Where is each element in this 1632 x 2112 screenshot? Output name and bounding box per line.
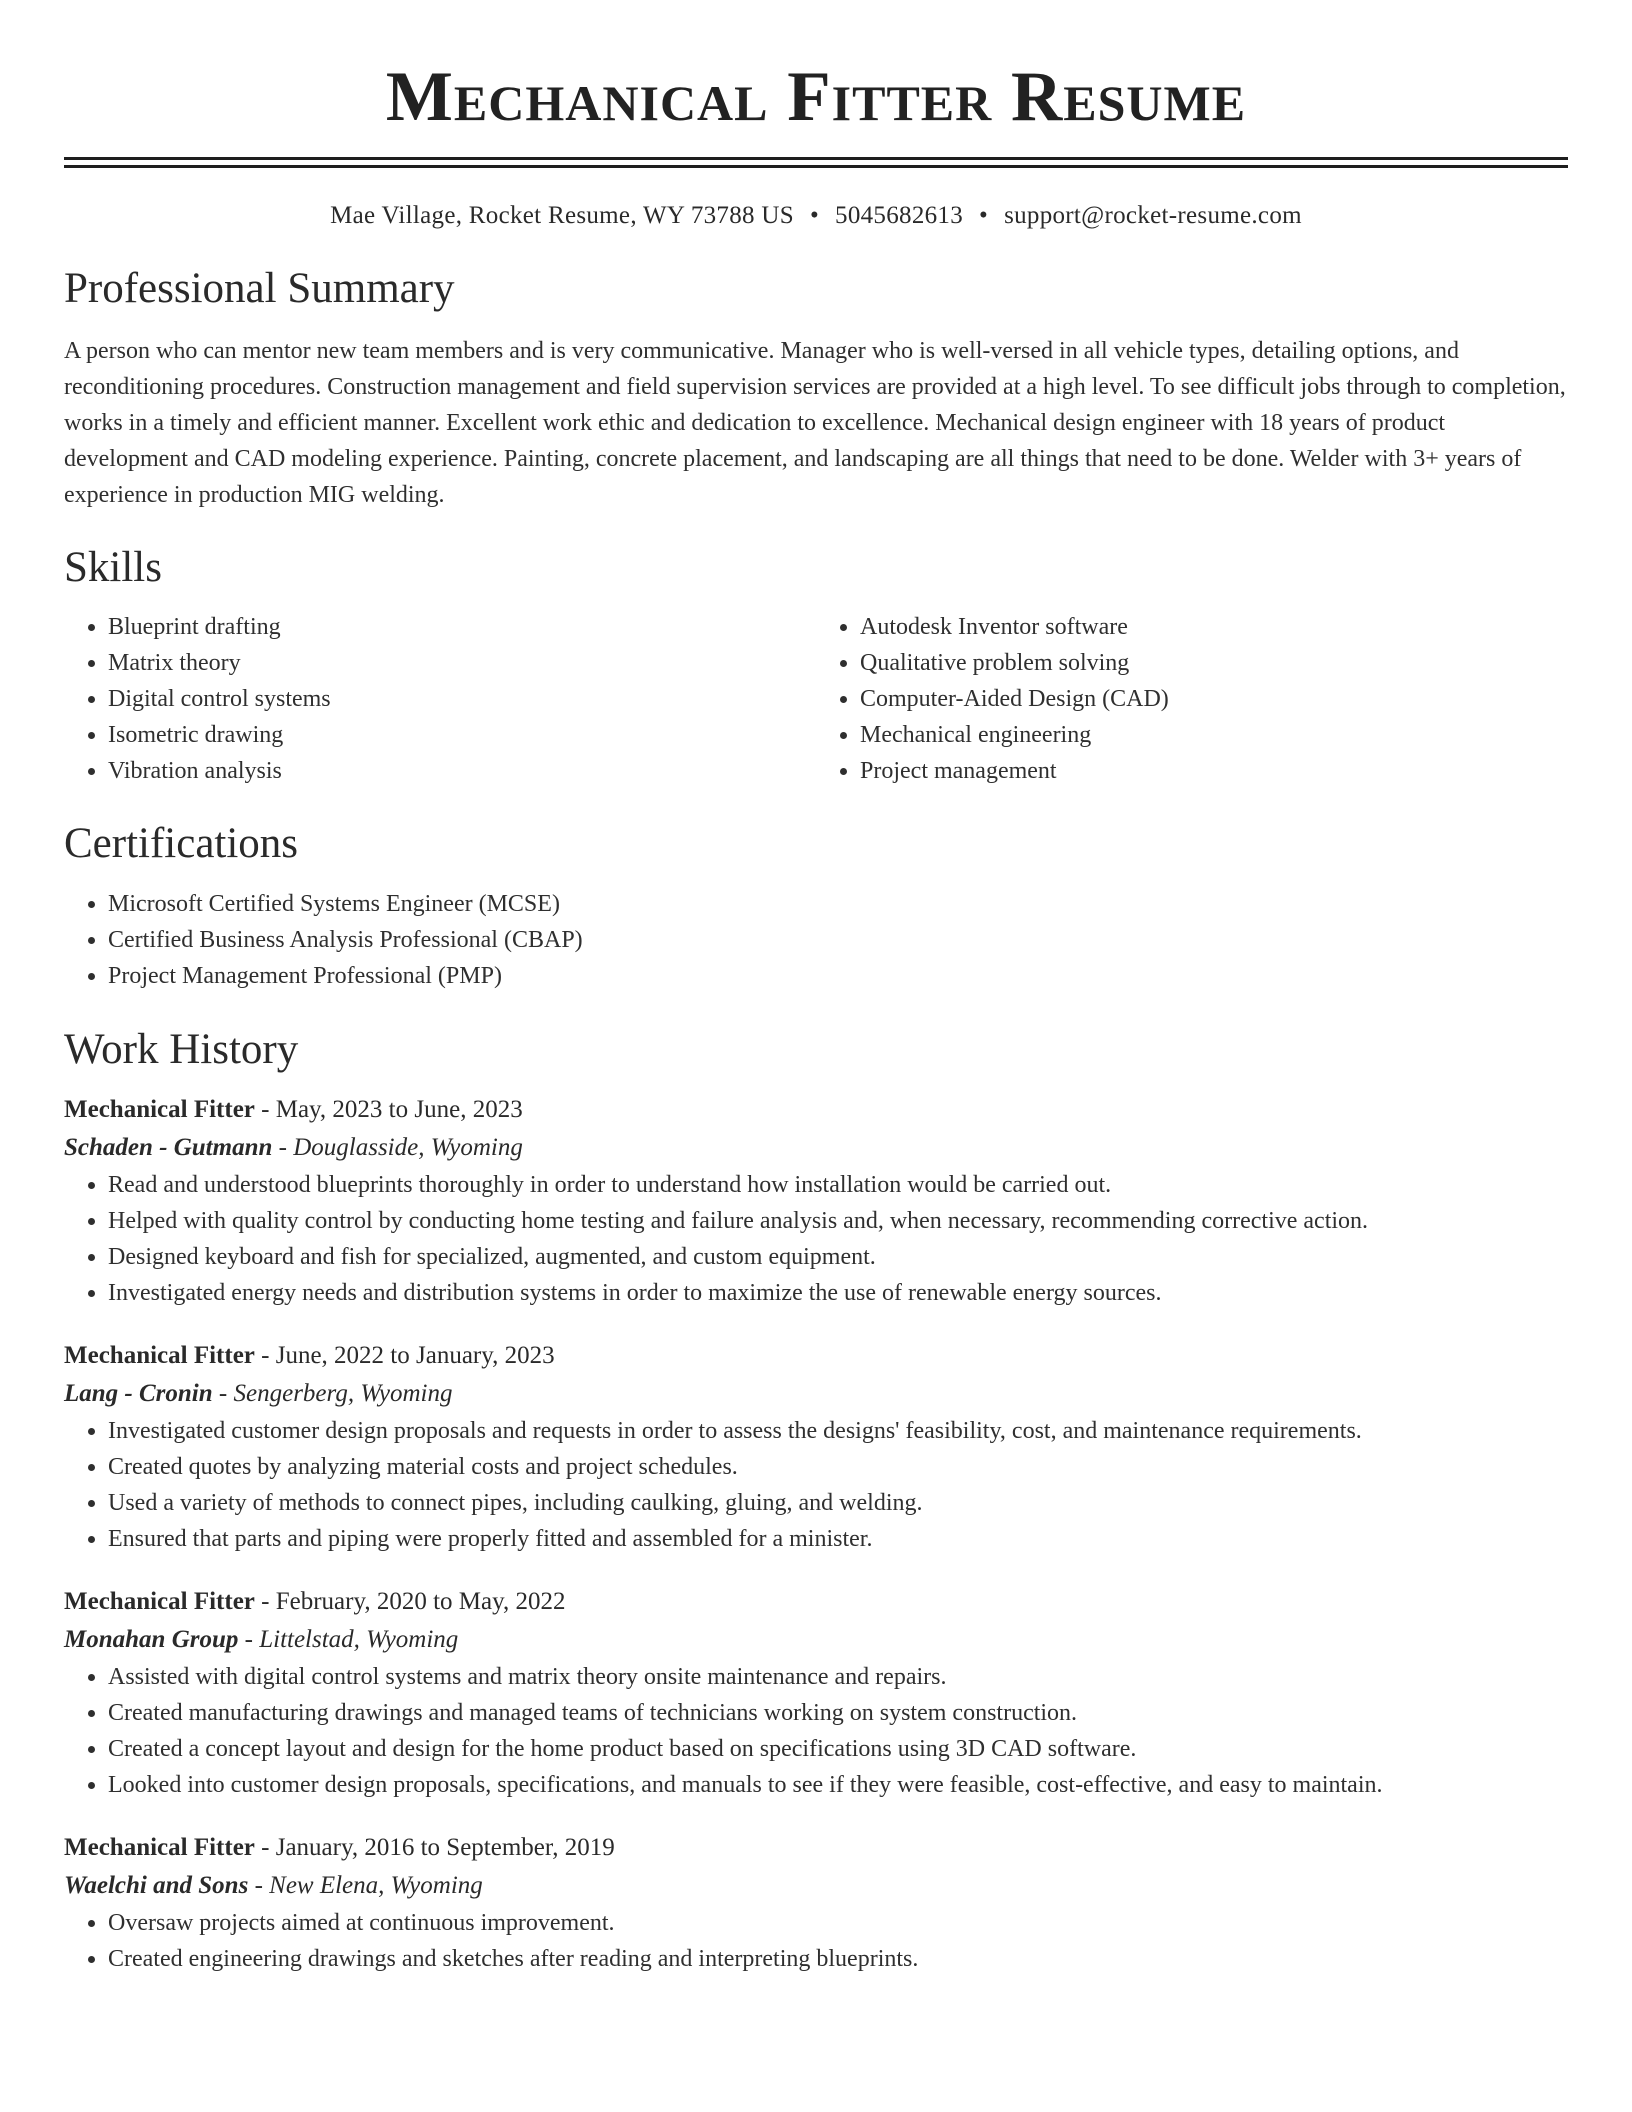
job-company-line bbox=[64, 1375, 1568, 1413]
skill-item: • Blueprint drafting bbox=[108, 609, 816, 645]
job-title: Mechanical Fitter bbox=[64, 1096, 255, 1124]
certifications-heading: Certifications bbox=[64, 820, 299, 868]
summary-section bbox=[64, 263, 1568, 513]
job-entry bbox=[64, 1583, 1568, 1803]
work-history-section bbox=[64, 1024, 1568, 1978]
job-location: - Littelstad, Wyoming bbox=[238, 1626, 459, 1654]
skill-item: • Computer-Aided Design (CAD) bbox=[860, 681, 1568, 717]
contact-address: Mae Village, Rocket Resume, WY 73788 US bbox=[330, 202, 794, 230]
job-duties bbox=[64, 1167, 1568, 1311]
skills-section bbox=[64, 542, 1568, 790]
job-dates: - February, 2020 to May, 2022 bbox=[254, 1588, 566, 1616]
title-divider bbox=[64, 157, 1568, 168]
job-dates: - May, 2023 to June, 2023 bbox=[254, 1096, 523, 1124]
job-title-line bbox=[64, 1829, 1568, 1867]
job-location: - Douglasside, Wyoming bbox=[272, 1134, 523, 1162]
certification-item: • Microsoft Certified Systems Engineer (MCSE) bbox=[108, 886, 1568, 922]
job-duty: • Read and understood blueprints thoroughly in order to understand how installation would be carried out. bbox=[108, 1167, 1568, 1203]
job-duty: • Created quotes by analyzing material costs and project schedules. bbox=[108, 1449, 1568, 1485]
job-company-line bbox=[64, 1129, 1568, 1167]
skills-list-left bbox=[64, 609, 816, 789]
work-history-heading: Work History bbox=[64, 1025, 299, 1073]
job-duty: • Investigated energy needs and distribution systems in order to maximize the use of renewable energy sources. bbox=[108, 1275, 1568, 1311]
job-duties bbox=[64, 1905, 1568, 1977]
job-title-line bbox=[64, 1091, 1568, 1129]
job-company: Monahan Group bbox=[64, 1626, 239, 1654]
page-title: Mechanical Fitter Resume bbox=[385, 58, 1247, 136]
job-duty: • Used a variety of methods to connect pipes, including caulking, gluing, and welding. bbox=[108, 1485, 1568, 1521]
job-location: - New Elena, Wyoming bbox=[248, 1872, 483, 1900]
skill-item: • Autodesk Inventor software bbox=[860, 609, 1568, 645]
skills-heading: Skills bbox=[64, 543, 162, 591]
contact-phone: 5045682613 bbox=[835, 202, 964, 230]
certification-item: • Project Management Professional (PMP) bbox=[108, 958, 1568, 994]
job-location: - Sengerberg, Wyoming bbox=[212, 1380, 453, 1408]
certifications-list bbox=[64, 886, 1568, 994]
contact-separator: • bbox=[979, 202, 989, 230]
certifications-section bbox=[64, 818, 1568, 994]
job-company: Lang - Cronin bbox=[64, 1380, 213, 1408]
job-title-line bbox=[64, 1337, 1568, 1375]
job-duty: • Created manufacturing drawings and managed teams of technicians working on system construction. bbox=[108, 1695, 1568, 1731]
skill-item: • Digital control systems bbox=[108, 681, 816, 717]
job-company-line bbox=[64, 1867, 1568, 1905]
job-duty: • Ensured that parts and piping were properly fitted and assembled for a minister. bbox=[108, 1521, 1568, 1557]
skill-item: • Qualitative problem solving bbox=[860, 645, 1568, 681]
skills-list-right bbox=[816, 609, 1568, 789]
job-duty: • Created engineering drawings and sketches after reading and interpreting blueprints. bbox=[108, 1941, 1568, 1977]
job-title-line bbox=[64, 1583, 1568, 1621]
job-duty: • Investigated customer design proposals and requests in order to assess the designs' feasibility, cost, and maintenance requirements. bbox=[108, 1413, 1568, 1449]
skill-item: • Vibration analysis bbox=[108, 753, 816, 789]
summary-heading: Professional Summary bbox=[64, 265, 455, 313]
skills-columns bbox=[64, 609, 1568, 789]
job-title: Mechanical Fitter bbox=[64, 1588, 255, 1616]
job-duty: • Designed keyboard and fish for specialized, augmented, and custom equipment. bbox=[108, 1239, 1568, 1275]
job-company: Schaden - Gutmann bbox=[64, 1134, 273, 1162]
skill-item: • Mechanical engineering bbox=[860, 717, 1568, 753]
job-duty: • Helped with quality control by conducting home testing and failure analysis and, when necessary, recommending corrective action. bbox=[108, 1203, 1568, 1239]
job-duties bbox=[64, 1413, 1568, 1557]
contact-separator: • bbox=[809, 202, 820, 230]
job-dates: - June, 2022 to January, 2023 bbox=[254, 1342, 555, 1370]
job-duties bbox=[64, 1659, 1568, 1803]
contact-email: support@rocket-resume.com bbox=[1004, 202, 1302, 230]
job-duty: • Oversaw projects aimed at continuous improvement. bbox=[108, 1905, 1568, 1941]
skill-item: • Isometric drawing bbox=[108, 717, 816, 753]
job-title: Mechanical Fitter bbox=[64, 1342, 255, 1370]
contact-line bbox=[64, 202, 1568, 230]
job-company: Waelchi and Sons bbox=[64, 1872, 249, 1900]
job-title: Mechanical Fitter bbox=[64, 1834, 255, 1862]
job-duty: • Looked into customer design proposals, specifications, and manuals to see if they were feasible, cost-effective, and easy to maintain. bbox=[108, 1767, 1568, 1803]
job-duty: • Assisted with digital control systems and matrix theory onsite maintenance and repairs. bbox=[108, 1659, 1568, 1695]
summary-text: A person who can mentor new team members and is very communicative. Manager who is well-versed in all vehicle types, detailing options, and reconditioning procedures. Construction management and field supervision services are provided at a high level. To see difficult jobs through to completion, works in a timely and efficient manner. Excellent work ethic and dedication to excellence. Mechanical design engineer with 18 years of product development and CAD modeling experience. Painting, concrete placement, and landscaping are all things that need to be done. Welder with 3+ years of experience in production MIG welding. bbox=[64, 337, 1566, 508]
job-company-line bbox=[64, 1621, 1568, 1659]
skill-item: • Project management bbox=[860, 753, 1568, 789]
skill-item: • Matrix theory bbox=[108, 645, 816, 681]
job-duty: • Created a concept layout and design for the home product based on specifications using 3D CAD software. bbox=[108, 1731, 1568, 1767]
job-entry bbox=[64, 1337, 1568, 1557]
job-entry bbox=[64, 1829, 1568, 1977]
certification-item: • Certified Business Analysis Professional (CBAP) bbox=[108, 922, 1568, 958]
job-entry bbox=[64, 1091, 1568, 1311]
job-dates: - January, 2016 to September, 2019 bbox=[254, 1834, 615, 1862]
